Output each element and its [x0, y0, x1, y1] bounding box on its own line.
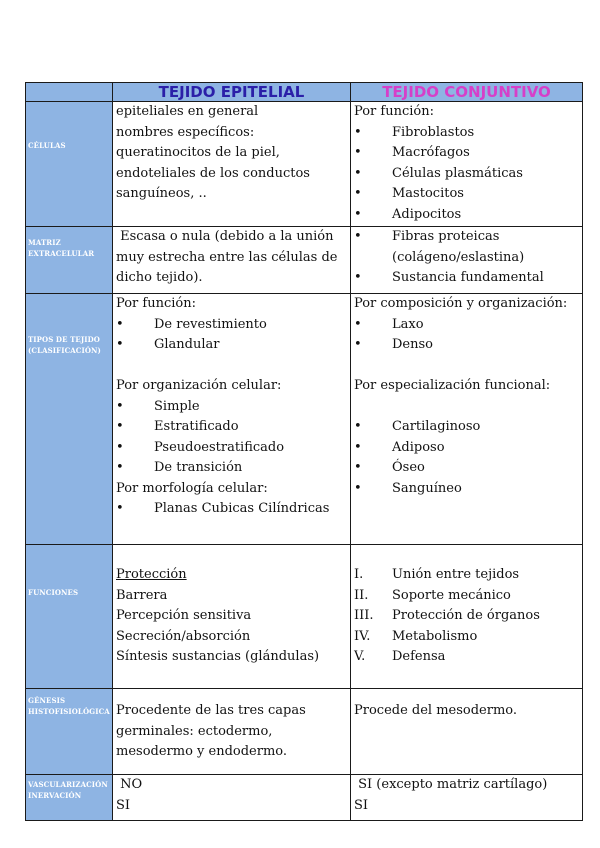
bullet-icon: [354, 164, 392, 185]
bullet-icon: [354, 315, 392, 336]
celulas-conjuntivo: [351, 102, 583, 227]
list-item: [354, 227, 582, 248]
list-item: [116, 458, 350, 479]
row-label-funciones-text: FUNCIONES: [28, 588, 79, 597]
row-label-vascular: [26, 775, 113, 821]
list-item: [354, 123, 582, 144]
list-item-text: Protección de órganos: [392, 608, 540, 623]
tipos-epitelial-heading: Por morfología celular:: [116, 480, 268, 496]
list-number: III.: [354, 608, 374, 623]
list-item-text: Pseudoestratificado: [154, 439, 285, 455]
list-item-text: Denso: [392, 337, 433, 352]
row-vascular: [26, 775, 583, 821]
celulas-epitelial-line: endoteliales de los conductos: [116, 165, 310, 181]
list-item-text: Macrófagos: [392, 145, 470, 160]
list-item: [354, 417, 582, 438]
vascular-epitelial-line: SI: [116, 797, 131, 813]
row-label-funciones: [26, 545, 113, 689]
list-item-text: Sanguíneo: [392, 480, 462, 496]
bullet-icon: [354, 268, 392, 289]
bullet-icon: [354, 184, 392, 205]
list-item-text: Planas Cubicas Cilíndricas: [154, 501, 330, 516]
row-celulas: [26, 102, 583, 227]
row-label-matriz-text-2: EXTRACELULAR: [28, 249, 95, 258]
list-item-text: Adiposo: [392, 439, 445, 455]
list-item: [354, 315, 582, 336]
header-epitelial: TEJIDO EPITELIAL: [113, 83, 351, 102]
celulas-epitelial: [113, 102, 351, 227]
list-item-text: Laxo: [392, 316, 424, 332]
row-label-matriz-text-1: MATRIZ: [28, 238, 61, 247]
list-item-text: Glandular: [154, 337, 220, 352]
bullet-icon: [116, 315, 154, 336]
list-number: V.: [354, 649, 366, 664]
vascular-conjuntivo-line: SI: [354, 797, 369, 813]
bullet-icon: [116, 458, 154, 479]
list-item-text: Fibroblastos: [392, 124, 475, 140]
vascular-conjuntivo-line: SI (excepto matriz cartílago): [354, 777, 548, 792]
matriz-conjuntivo: [351, 227, 583, 294]
list-item-text: Defensa: [392, 649, 446, 664]
list-item: [354, 586, 582, 607]
bullet-icon: [116, 499, 154, 520]
list-item-text: Metabolismo: [392, 628, 478, 644]
row-tipos: [26, 294, 583, 545]
bullet-icon: [354, 143, 392, 164]
matriz-epitelial-line: muy estrecha entre las células de: [116, 249, 338, 265]
celulas-epitelial-line: queratinocitos de la piel,: [116, 145, 280, 160]
header-corner-cell: [26, 83, 113, 102]
vascular-epitelial: [113, 775, 351, 821]
bullet-icon: [116, 417, 154, 438]
row-label-genesis-text-1: GÉNESIS: [28, 696, 66, 705]
list-item: [354, 143, 582, 164]
funciones-epitelial-line: Percepción sensitiva: [116, 608, 252, 623]
list-item: [354, 606, 582, 627]
matriz-epitelial-line: dicho tejido).: [116, 270, 203, 285]
bullet-icon: [354, 458, 392, 479]
matriz-epitelial-line: Escasa o nula (debido a la unión: [116, 229, 334, 244]
tipos-epitelial-heading: Por organización celular:: [116, 378, 282, 393]
funciones-conjuntivo: [351, 545, 583, 689]
row-label-tipos-text-2: (CLASIFICACIÓN): [28, 346, 101, 355]
list-item-text: Estratificado: [154, 419, 239, 434]
list-item-text: Soporte mecánico: [392, 587, 511, 603]
funciones-epitelial: [113, 545, 351, 689]
list-item: [116, 397, 350, 418]
list-item: [354, 627, 582, 648]
row-matriz: [26, 227, 583, 294]
genesis-epitelial-line: germinales: ectodermo,: [116, 723, 273, 739]
funciones-epitelial-line: Protección: [116, 567, 187, 582]
bullet-icon: [354, 417, 392, 438]
genesis-epitelial: [113, 689, 351, 775]
list-item-text: Adipocitos: [392, 206, 462, 222]
list-item: [354, 565, 582, 586]
bullet-icon: [354, 438, 392, 459]
list-item: [116, 438, 350, 459]
row-label-vascular-text-2: INERVACIÓN: [28, 791, 82, 800]
list-number: IV.: [354, 628, 371, 644]
bullet-icon: [354, 123, 392, 144]
list-item-text: De revestimiento: [154, 316, 267, 332]
vascular-conjuntivo: [351, 775, 583, 821]
list-item: [354, 164, 582, 185]
bullet-icon: [116, 397, 154, 418]
list-item: [116, 499, 350, 520]
bullet-icon: [354, 479, 392, 500]
row-label-celulas-text: CÉLULAS: [28, 141, 66, 150]
bullet-icon: [354, 335, 392, 356]
comparison-table: [25, 82, 583, 821]
list-item-text: (colágeno/eslastina): [392, 249, 525, 265]
matriz-epitelial: [113, 227, 351, 294]
tipos-conjuntivo-heading: Por composición y organización:: [354, 296, 568, 311]
row-label-genesis-text-2: HISTOFISIOLÓGICA: [28, 707, 110, 716]
row-genesis: [26, 689, 583, 775]
tipos-epitelial-heading: Por función:: [116, 296, 196, 311]
list-item: [354, 647, 582, 668]
list-item-text: De transición: [154, 460, 243, 475]
list-number: II.: [354, 587, 369, 603]
tipos-epitelial: [113, 294, 351, 545]
list-item: [354, 268, 582, 289]
list-item-continuation: [354, 248, 582, 269]
funciones-epitelial-line: Síntesis sustancias (glándulas): [116, 649, 320, 664]
list-item: [354, 479, 582, 500]
list-item: [354, 205, 582, 226]
funciones-epitelial-line: Barrera: [116, 587, 168, 603]
bullet-icon: [116, 438, 154, 459]
bullet-icon: [116, 335, 154, 356]
celulas-epitelial-line: nombres específicos:: [116, 124, 255, 140]
row-label-tipos: [26, 294, 113, 545]
genesis-epitelial-line: mesodermo y endodermo.: [116, 744, 288, 759]
bullet-icon: [354, 227, 392, 248]
list-number: I.: [354, 567, 364, 582]
list-item: [116, 417, 350, 438]
list-item: [116, 315, 350, 336]
list-item: [354, 335, 582, 356]
header-row: [26, 83, 583, 102]
genesis-conjuntivo-line: Procede del mesodermo.: [354, 703, 518, 718]
celulas-conjuntivo-intro: Por función:: [354, 104, 434, 119]
row-label-tipos-text-1: TIPOS DE TEJIDO: [28, 335, 100, 344]
list-item-text: Cartilaginoso: [392, 419, 481, 434]
row-label-celulas: [26, 102, 113, 227]
list-item-text: Sustancia fundamental: [392, 270, 544, 285]
tipos-conjuntivo: [351, 294, 583, 545]
list-item-text: Unión entre tejidos: [392, 567, 520, 582]
tipos-conjuntivo-heading: Por especialización funcional:: [354, 378, 551, 393]
bullet-icon: [354, 205, 392, 226]
list-item-text: Fibras proteicas: [392, 229, 500, 244]
row-label-genesis: [26, 689, 113, 775]
list-item-text: Células plasmáticas: [392, 165, 523, 181]
list-item: [354, 184, 582, 205]
vascular-epitelial-line: NO: [116, 777, 143, 792]
list-item: [354, 458, 582, 479]
list-item: [354, 438, 582, 459]
list-item-text: Simple: [154, 398, 200, 414]
genesis-conjuntivo: [351, 689, 583, 775]
celulas-epitelial-line: sanguíneos, ..: [116, 186, 207, 201]
list-item-text: Óseo: [392, 460, 425, 475]
row-funciones: [26, 545, 583, 689]
funciones-epitelial-line: Secreción/absorción: [116, 628, 251, 644]
celulas-epitelial-line: epiteliales en general: [116, 104, 259, 119]
row-label-matriz: [26, 227, 113, 294]
row-label-vascular-text-1: VASCULARIZACIÓN: [28, 780, 108, 789]
genesis-epitelial-line: Procedente de las tres capas: [116, 703, 306, 718]
list-item-text: Mastocitos: [392, 186, 464, 201]
header-conjuntivo: TEJIDO CONJUNTIVO: [351, 83, 583, 102]
list-item: [116, 335, 350, 356]
